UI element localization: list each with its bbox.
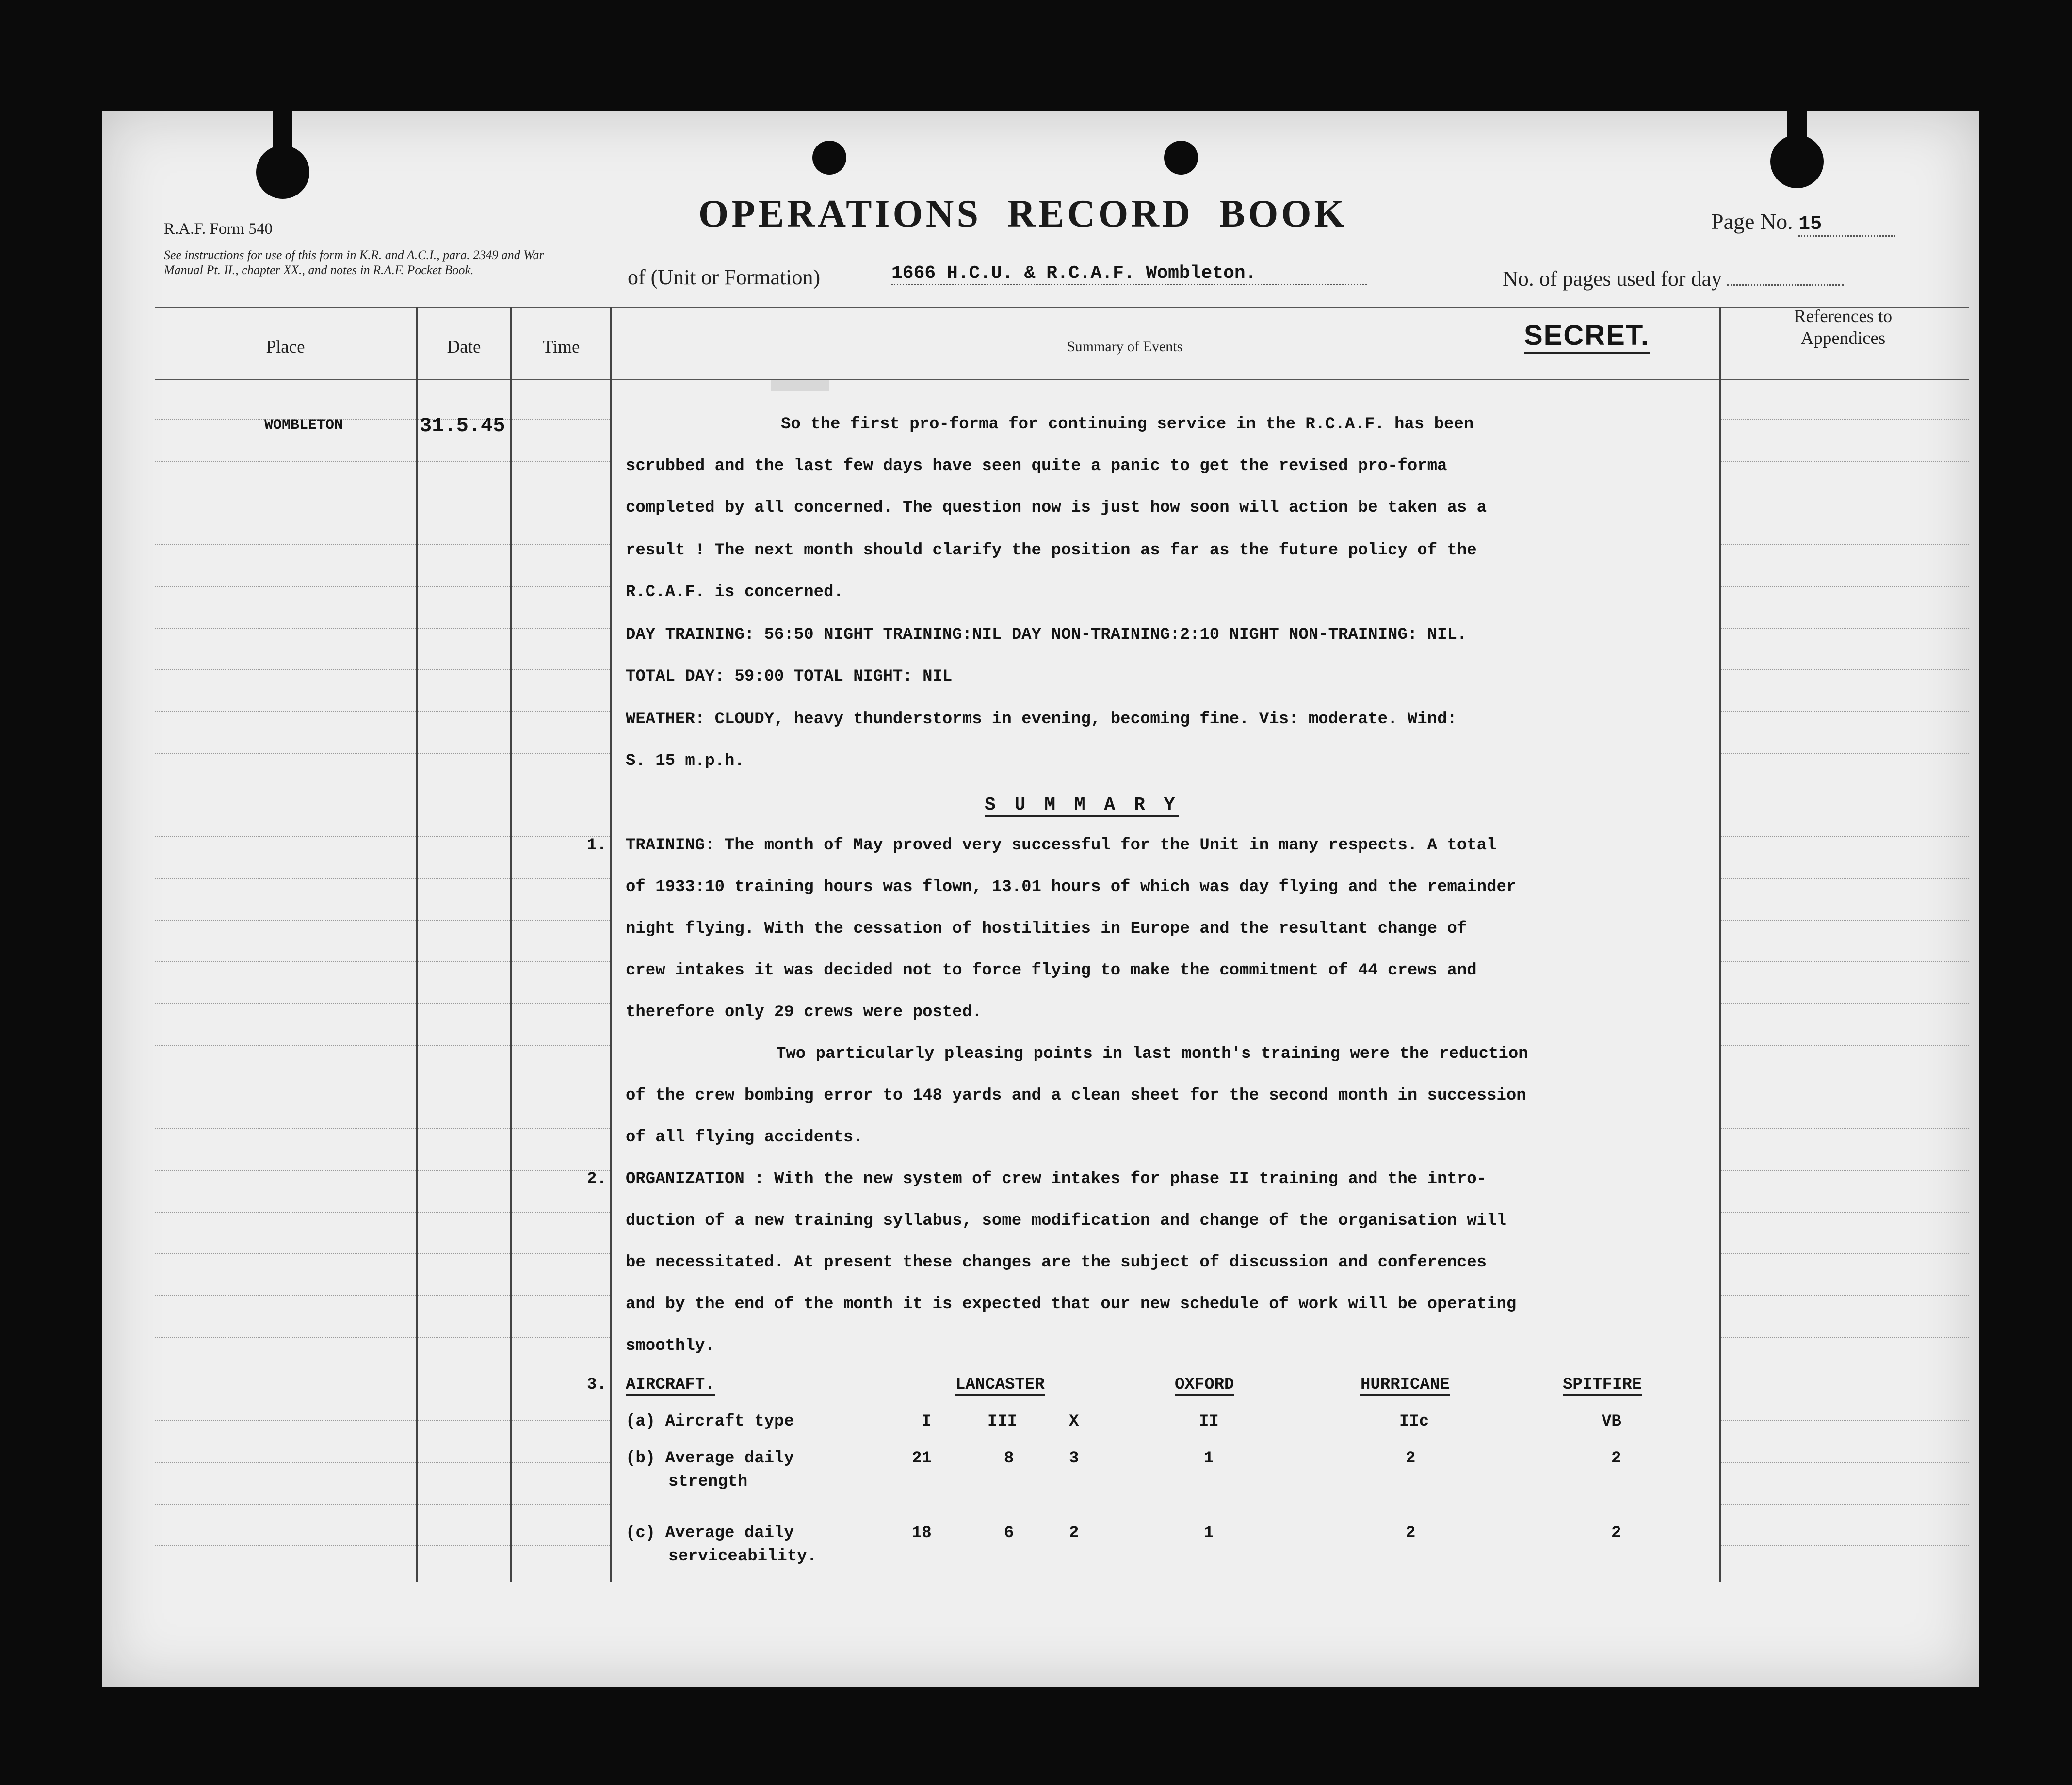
ruled-line [155, 1253, 416, 1254]
type-oxford: OXFORD [1175, 1376, 1234, 1396]
form-number: R.A.F. Form 540 [164, 220, 273, 238]
ruled-line [512, 1337, 610, 1338]
flying-hours-line: DAY TRAINING: 56:50 NIGHT TRAINING:NIL DAY NON-TRAINING:2:10 NIGHT NON-TRAINING: NIL. [626, 626, 1467, 644]
training-line-1: TRAINING: The month of May proved very successful for the Unit in many respects. A total [626, 836, 1497, 855]
ruled-line [418, 586, 510, 587]
divider-date-time [510, 307, 512, 1582]
row-c-oxford: 1 [1204, 1524, 1214, 1542]
type-spitfire: SPITFIRE [1563, 1376, 1642, 1396]
intro-line-4: result ! The next month should clarify the position as far as the future policy of the [626, 541, 1477, 560]
row-b-lancaster-3: 3 [1069, 1449, 1079, 1468]
bleed-through-mark [771, 380, 829, 391]
form-instructions: See instructions for use of this form in K.R. and A.C.I., para. 2349 and War Manual Pt. II., chapter XX., and notes in R.A.F. Pocket Book. [164, 248, 544, 277]
row-c-label-2: serviceability. [668, 1547, 817, 1566]
training-line-2: of 1933:10 training hours was flown, 13.01 hours of which was day flying and the remainder [626, 878, 1517, 896]
ruled-line [155, 586, 416, 587]
row-a-hurricane: IIc [1399, 1412, 1429, 1431]
ruled-line [418, 753, 510, 754]
entry-date: 31.5.45 [420, 414, 505, 438]
ruled-line [1721, 1212, 1969, 1213]
form-page [102, 111, 1979, 1687]
ruled-line [512, 544, 610, 545]
ruled-line [512, 878, 610, 879]
ruled-line [418, 1420, 510, 1421]
row-b-lancaster-1: 21 [912, 1449, 932, 1468]
ruled-line [418, 669, 510, 670]
row-b-hurricane: 2 [1406, 1449, 1416, 1468]
ruled-line [512, 1045, 610, 1046]
intro-line-1: So the first pro-forma for continuing service in the R.C.A.F. has been [781, 415, 1474, 434]
row-a-label: (a) Aircraft type [626, 1412, 794, 1431]
ruled-line [512, 1295, 610, 1296]
table-top-rule [155, 307, 1969, 308]
organization-line-2: duction of a new training syllabus, some modification and change of the organisation will [626, 1212, 1506, 1230]
training-line-3: night flying. With the cessation of hostilities in Europe and the resultant change of [626, 920, 1467, 938]
ruled-line [418, 836, 510, 837]
ruled-line [155, 669, 416, 670]
summary-heading: S U M M A R Y [985, 795, 1179, 817]
ruled-line [418, 1295, 510, 1296]
section-2-number: 2. [587, 1170, 607, 1188]
pages-used-label [1503, 265, 1844, 291]
ruled-line [512, 1504, 610, 1505]
row-c-lancaster-3: 2 [1069, 1524, 1079, 1542]
ruled-line [1721, 711, 1969, 712]
totals-line: TOTAL DAY: 59:00 TOTAL NIGHT: NIL [626, 667, 953, 686]
ruled-line [155, 1462, 416, 1463]
ruled-line [418, 1462, 510, 1463]
ruled-line [418, 711, 510, 712]
page-number-text: Page No. [1711, 209, 1793, 234]
ruled-line [418, 1504, 510, 1505]
ruled-line [1721, 1003, 1969, 1004]
pages-used-value [1727, 265, 1844, 286]
row-a-spitfire: VB [1602, 1412, 1621, 1431]
header-bottom-rule [155, 379, 1969, 380]
divider-place-date [416, 307, 418, 1582]
ruled-line [155, 544, 416, 545]
weather-line-1: WEATHER: CLOUDY, heavy thunderstorms in evening, becoming fine. Vis: moderate. Wind: [626, 710, 1457, 729]
divider-time-summary [610, 307, 612, 1582]
secret-stamp: SECRET. [1524, 319, 1650, 354]
ruled-line [512, 1420, 610, 1421]
divider-summary-refs [1719, 307, 1721, 1582]
unit-label: of (Unit or Formation) [628, 265, 821, 289]
ruled-line [155, 1545, 416, 1546]
ruled-line [418, 961, 510, 962]
page-number-value: 15 [1798, 213, 1895, 237]
ruled-line [1721, 419, 1969, 420]
ruled-line [1721, 753, 1969, 754]
training-line-6: Two particularly pleasing points in last month's training were the reduction [776, 1045, 1528, 1063]
ruled-line [155, 1295, 416, 1296]
row-c-lancaster-2: 6 [1004, 1524, 1014, 1542]
ruled-line [1721, 961, 1969, 962]
col-summary: Summary of Events [1067, 339, 1183, 355]
row-a-lancaster-1: I [922, 1412, 932, 1431]
intro-line-5: R.C.A.F. is concerned. [626, 583, 843, 601]
ruled-line [418, 1253, 510, 1254]
ruled-line [418, 1128, 510, 1129]
ruled-line [1721, 1128, 1969, 1129]
row-b-lancaster-2: 8 [1004, 1449, 1014, 1468]
row-a-lancaster-2: III [987, 1412, 1018, 1431]
ruled-line [418, 628, 510, 629]
ruled-line [1721, 628, 1969, 629]
ruled-line [1721, 1295, 1969, 1296]
col-references: References to Appendices [1794, 307, 1893, 348]
section-1-number: 1. [587, 836, 607, 855]
ruled-line [155, 1420, 416, 1421]
col-place: Place [266, 337, 305, 357]
binder-slot-left [273, 111, 292, 164]
ruled-line [418, 1045, 510, 1046]
ruled-line [155, 1045, 416, 1046]
ruled-line [1721, 1337, 1969, 1338]
ruled-line [155, 628, 416, 629]
ruled-line [418, 461, 510, 462]
ruled-line [512, 920, 610, 921]
ruled-line [1721, 1504, 1969, 1505]
row-b-label-2: strength [668, 1473, 748, 1491]
organization-line-4: and by the end of the month it is expected that our new schedule of work will be operating [626, 1295, 1517, 1314]
row-b-oxford: 1 [1204, 1449, 1214, 1468]
training-line-5: therefore only 29 crews were posted. [626, 1003, 982, 1022]
ruled-line [1721, 1420, 1969, 1421]
col-time: Time [542, 337, 580, 357]
ruled-line [512, 586, 610, 587]
ruled-line [512, 461, 610, 462]
ruled-line [155, 1170, 416, 1171]
training-line-4: crew intakes it was decided not to force flying to make the commitment of 44 crews and [626, 961, 1477, 980]
ruled-line [512, 628, 610, 629]
ruled-line [155, 1504, 416, 1505]
intro-line-3: completed by all concerned. The question now is just how soon will action be taken as a [626, 499, 1487, 517]
punch-hole-center-left [812, 141, 846, 175]
training-line-8: of all flying accidents. [626, 1128, 863, 1147]
ruled-line [1721, 586, 1969, 587]
row-c-label: (c) Average daily [626, 1524, 794, 1542]
ruled-line [512, 753, 610, 754]
row-c-lancaster-1: 18 [912, 1524, 932, 1542]
row-b-spitfire: 2 [1611, 1449, 1621, 1468]
section-3-number: 3. [587, 1376, 607, 1394]
ruled-line [1721, 461, 1969, 462]
punch-hole-center-right [1164, 141, 1198, 175]
ruled-line [1721, 669, 1969, 670]
ruled-line [155, 1003, 416, 1004]
ruled-line [512, 1545, 610, 1546]
ruled-line [155, 711, 416, 712]
organization-line-5: smoothly. [626, 1337, 715, 1355]
ruled-line [418, 1170, 510, 1171]
page-number-label [1711, 209, 1895, 237]
ruled-line [155, 1128, 416, 1129]
page-title: OPERATIONS RECORD BOOK [698, 193, 1347, 235]
ruled-line [1721, 836, 1969, 837]
pages-used-text: No. of pages used for day [1503, 267, 1722, 291]
ruled-line [155, 1337, 416, 1338]
ruled-line [1721, 1045, 1969, 1046]
ruled-line [512, 1253, 610, 1254]
organization-line-1: ORGANIZATION : With the new system of crew intakes for phase II training and the intro- [626, 1170, 1487, 1188]
ruled-line [512, 1212, 610, 1213]
ruled-line [512, 1462, 610, 1463]
ruled-line [155, 753, 416, 754]
ruled-line [1721, 1462, 1969, 1463]
ruled-line [418, 1337, 510, 1338]
ruled-line [418, 920, 510, 921]
ruled-line [418, 1212, 510, 1213]
aircraft-heading: AIRCRAFT. [626, 1376, 715, 1396]
ruled-line [1721, 1170, 1969, 1171]
ruled-line [512, 419, 610, 420]
ruled-line [418, 878, 510, 879]
ruled-line [155, 961, 416, 962]
ruled-line [512, 961, 610, 962]
type-hurricane: HURRICANE [1360, 1376, 1450, 1396]
row-c-spitfire: 2 [1611, 1524, 1621, 1542]
ruled-line [1721, 878, 1969, 879]
ruled-line [512, 669, 610, 670]
ruled-line [155, 878, 416, 879]
type-lancaster: LANCASTER [955, 1376, 1045, 1396]
ruled-line [418, 544, 510, 545]
row-c-hurricane: 2 [1406, 1524, 1416, 1542]
col-date: Date [447, 337, 481, 357]
row-a-oxford: II [1199, 1412, 1219, 1431]
ruled-line [1721, 1545, 1969, 1546]
ruled-line [512, 1003, 610, 1004]
row-b-label: (b) Average daily [626, 1449, 794, 1468]
ruled-line [1721, 544, 1969, 545]
organization-line-3: be necessitated. At present these changes are the subject of discussion and conferences [626, 1253, 1487, 1272]
binder-slot-right [1787, 111, 1807, 154]
weather-line-2: S. 15 m.p.h. [626, 752, 745, 770]
ruled-line [512, 1128, 610, 1129]
ruled-line [418, 1003, 510, 1004]
entry-place: WOMBLETON [264, 417, 343, 434]
ruled-line [155, 836, 416, 837]
ruled-line [512, 711, 610, 712]
ruled-line [155, 461, 416, 462]
row-a-lancaster-3: X [1069, 1412, 1079, 1431]
unit-value: 1666 H.C.U. & R.C.A.F. Wombleton. [891, 263, 1367, 285]
ruled-line [155, 920, 416, 921]
ruled-line [155, 1212, 416, 1213]
training-line-7: of the crew bombing error to 148 yards and a clean sheet for the second month in succession [626, 1087, 1526, 1105]
intro-line-2: scrubbed and the last few days have seen quite a panic to get the revised pro-forma [626, 457, 1447, 475]
ruled-line [418, 1545, 510, 1546]
ruled-line [1721, 1253, 1969, 1254]
ruled-line [1721, 920, 1969, 921]
